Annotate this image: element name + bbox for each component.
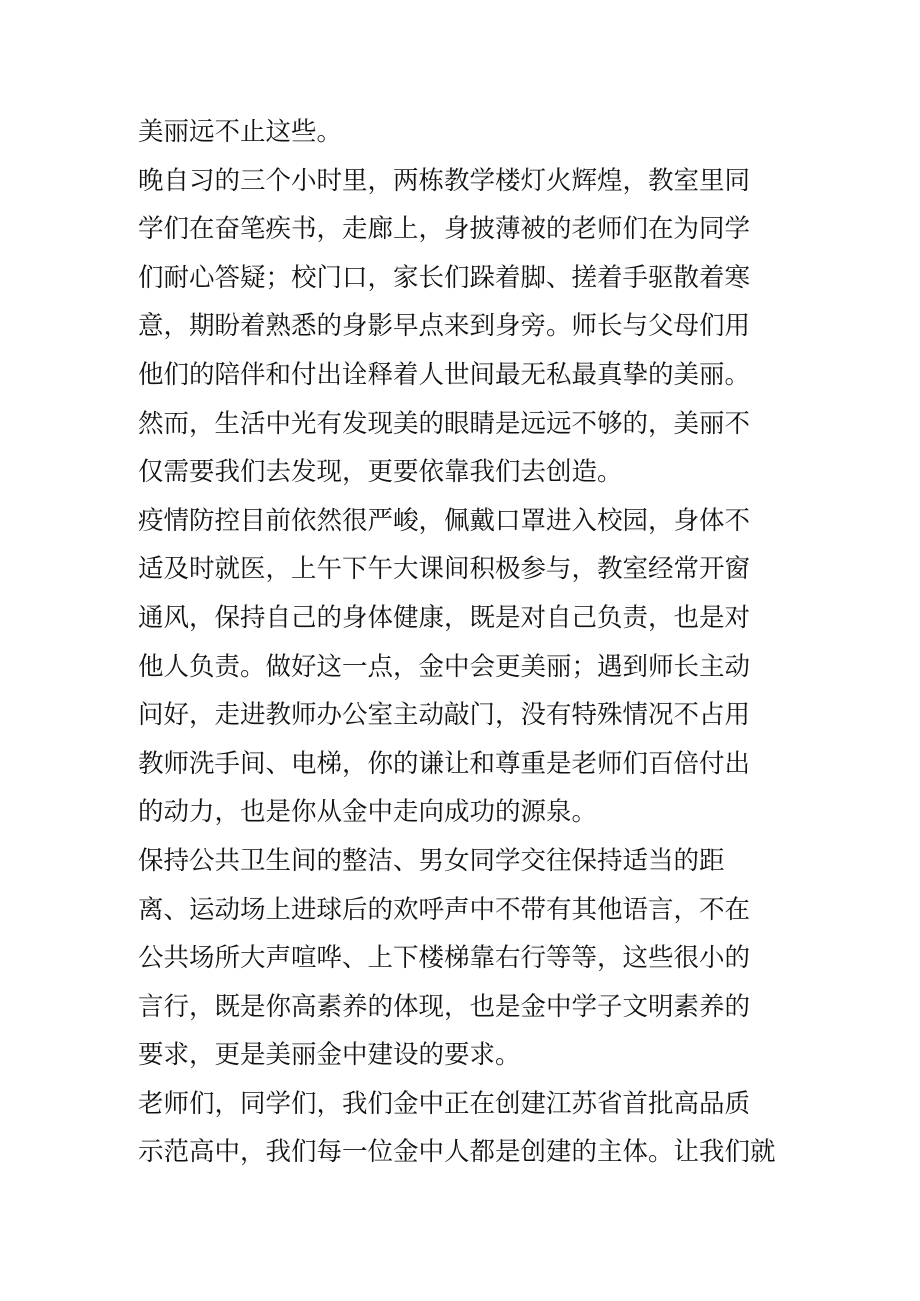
text-line: 他人负责。做好这一点，金中会更美丽；遇到师长主动 [138, 651, 751, 682]
text-line: 问好，走进教师办公室主动敲门，没有特殊情况不占用 [138, 700, 751, 731]
text-line: 仅需要我们去发现，更要依靠我们去创造。 [138, 457, 623, 488]
text-line: 美丽远不止这些。 [138, 117, 343, 147]
text-line: 通风，保持自己的身体健康，既是对自己负责，也是对 [138, 602, 751, 633]
text-line: 疫情防控目前依然很严峻，佩戴口罩进入校园，身体不 [138, 505, 751, 536]
text-line: 保持公共卫生间的整洁、男女同学交往保持适当的距 [138, 845, 725, 876]
text-line: 老师们，同学们，我们金中正在创建江苏省首批高品质 [138, 1088, 751, 1119]
text-line: 们耐心答疑；校门口，家长们跺着脚、搓着手驱散着寒 [138, 262, 751, 293]
text-line: 教师洗手间、电梯，你的谦让和尊重是老师们百倍付出 [138, 748, 751, 779]
text-line: 要求，更是美丽金中建设的要求。 [138, 1040, 521, 1071]
text-line: 的动力，也是你从金中走向成功的源泉。 [138, 797, 598, 828]
text-line: 离、运动场上进球后的欢呼声中不带有其他语言，不在 [138, 894, 751, 925]
text-line: 学们在奋笔疾书，走廊上，身披薄被的老师们在为同学 [138, 214, 751, 245]
text-line: 适及时就医，上午下午大课间积极参与，教室经常开窗 [138, 554, 751, 585]
text-line: 言行，既是你高素养的体现，也是金中学子文明素养的 [138, 991, 751, 1022]
body-text [138, 108, 798, 1177]
text-line: 意，期盼着熟悉的身影早点来到身旁。师长与父母们用 [138, 311, 751, 342]
text-line: 公共场所大声喧哗、上下楼梯靠右行等等，这些很小的 [138, 943, 751, 974]
text-line: 示范高中，我们每一位金中人都是创建的主体。让我们就 [138, 1137, 776, 1168]
text-line: 然而，生活中光有发现美的眼睛是远远不够的，美丽不 [138, 408, 751, 439]
text-line: 他们的陪伴和付出诠释着人世间最无私最真挚的美丽。 [138, 359, 751, 390]
text-line: 晚自习的三个小时里，两栋教学楼灯火辉煌，教室里同 [138, 165, 751, 196]
